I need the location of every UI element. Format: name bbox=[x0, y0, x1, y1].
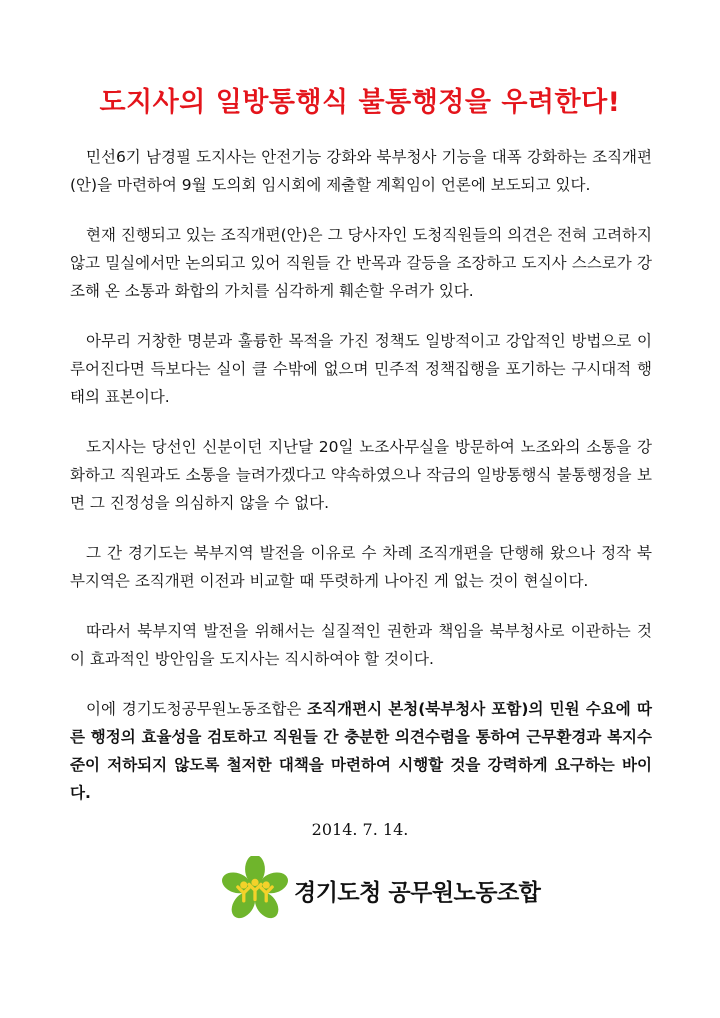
paragraph-2: 현재 진행되고 있는 조직개편(안)은 그 당사자인 도청직원들의 의견은 전혀 고려하지 않고 밀실에서만 논의되고 있어 직원들 간 반목과 갈등을 조장하고 도지사 스스로가 강조해 온 소통과 화합의 가치를 심각하게 훼손할 우려가 있다. bbox=[70, 226, 652, 300]
paragraph-4: 도지사는 당선인 신분이던 지난달 20일 노조사무실을 방문하여 노조와의 소통을 강화하고 직원과도 소통을 늘려가겠다고 약속하였으나 작금의 일방통행식 불통행정을 보면 그 진정성을 의심하지 않을 수 없다. bbox=[70, 438, 652, 512]
page-title: 도지사의 일방통행식 불통행정을 우려한다! bbox=[99, 87, 621, 118]
paragraph-7-intro: 이에 경기도청공무원노동조합은 bbox=[86, 700, 308, 718]
paragraph-1: 민선6기 남경필 도지사는 안전기능 강화와 북부청사 기능을 대폭 강화하는 조직개편(안)을 마련하여 9월 도의회 임시회에 제출할 계획임이 언론에 보도되고 있다. bbox=[70, 148, 652, 194]
star-people-logo-icon bbox=[222, 856, 288, 922]
logo-people-figures bbox=[238, 879, 272, 901]
paragraph-7 bbox=[70, 695, 652, 807]
statement-date: 2014. 7. 14. bbox=[311, 820, 409, 839]
signature-block bbox=[222, 856, 552, 926]
paragraph-3: 아무리 거창한 명분과 훌륭한 목적을 가진 정책도 일방적이고 강압적인 방법으로 이루어진다면 득보다는 실이 클 수밖에 없으며 민주적 정책집행을 포기하는 구시대적 행태의 표본이다. bbox=[70, 332, 652, 406]
paragraph-6: 따라서 북부지역 발전을 위해서는 실질적인 권한과 책임을 북부청사로 이관하는 것이 효과적인 방안임을 도지사는 직시하여야 할 것이다. bbox=[70, 622, 652, 668]
organization-name: 경기도청 공무원노동조합 bbox=[294, 880, 541, 906]
paragraph-5: 그 간 경기도는 북부지역 발전을 이유로 수 차례 조직개편을 단행해 왔으나 정작 북부지역은 조직개편 이전과 비교할 때 뚜렷하게 나아진 게 없는 것이 현실이다. bbox=[70, 544, 652, 590]
statement-body bbox=[70, 143, 652, 829]
paragraph-7-emphasis: 조직개편시 본청(북부청사 포함)의 민원 수요에 따른 행정의 효율성을 검토하고 직원들 간 충분한 의견수렴을 통하여 근무환경과 복지수준이 저하되지 않도록 철저한 대책을 마련하여 시행할 것을 강력하게 요구하는 바이다. bbox=[70, 700, 652, 802]
